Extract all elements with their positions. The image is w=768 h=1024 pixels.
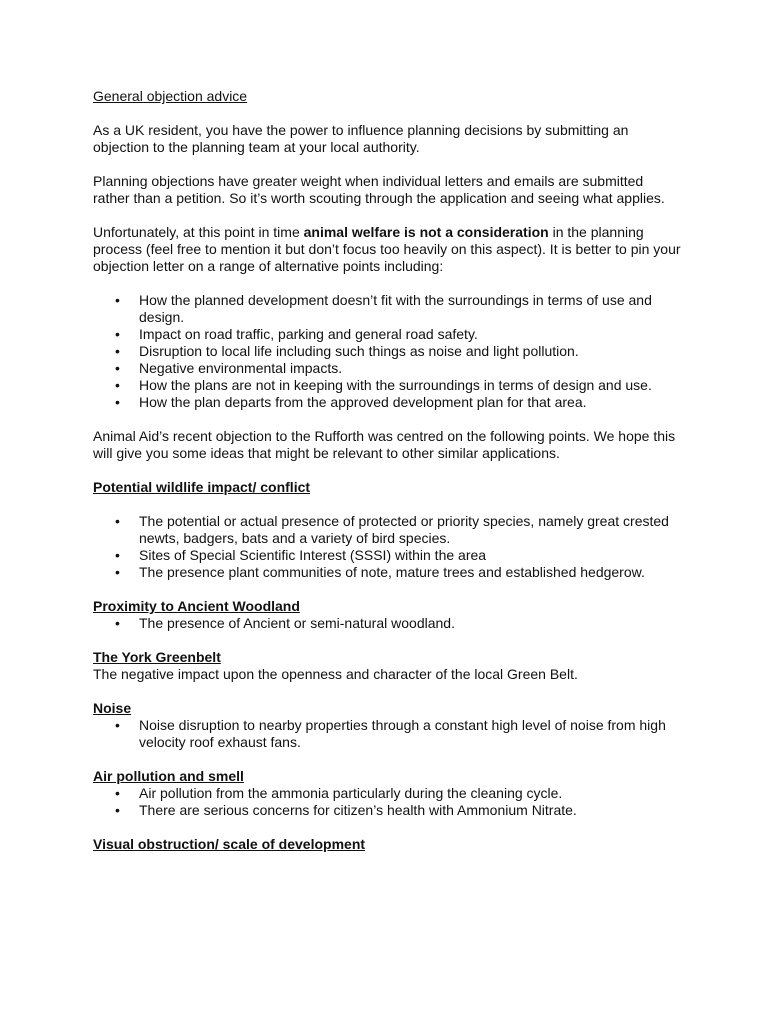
list-item: • Noise disruption to nearby properties through a constant high level of noise from high velocity roof exhaust fans. [93, 717, 683, 751]
woodland-list [93, 615, 683, 632]
woodland-heading: Proximity to Ancient Woodland [93, 598, 300, 614]
visual-heading: Visual obstruction/ scale of development [93, 836, 366, 852]
list-item: • There are serious concerns for citizen’s health with Ammonium Nitrate. [93, 802, 683, 819]
list-item: • Air pollution from the ammonia particularly during the cleaning cycle. [93, 785, 683, 802]
noise-heading: Noise [93, 700, 132, 716]
intro-paragraph-1: As a UK resident, you have the power to influence planning decisions by submitting an objection to the planning team at your local authority. [93, 122, 629, 155]
document-title: General objection advice [93, 88, 248, 104]
list-item: • How the plans are not in keeping with the surroundings in terms of design and use. [93, 377, 683, 394]
wildlife-list [93, 513, 683, 581]
list-item: • How the planned development doesn’t fit with the surroundings in terms of use and design. [93, 292, 683, 326]
list-item: • Impact on road traffic, parking and general road safety. [93, 326, 683, 343]
rufforth-paragraph: Animal Aid’s recent objection to the Rufforth was centred on the following points. We hope this will give you some ideas that might be relevant to other similar applications. [93, 428, 676, 461]
list-item: • The presence of Ancient or semi-natural woodland. [93, 615, 683, 632]
list-item: • Disruption to local life including such things as noise and light pollution. [93, 343, 683, 360]
document-page [93, 88, 683, 853]
objection-points-list [93, 292, 683, 411]
greenbelt-heading: The York Greenbelt [93, 649, 221, 665]
wildlife-heading: Potential wildlife impact/ conflict [93, 479, 311, 495]
intro-3-emphasis: animal welfare is not a consideration [303, 224, 549, 240]
air-heading: Air pollution and smell [93, 768, 244, 784]
intro-paragraph-3 [93, 224, 683, 275]
list-item: • Sites of Special Scientific Interest (SSSI) within the area [93, 547, 683, 564]
intro-3-start: Unfortunately, at this point in time [93, 224, 304, 240]
list-item: • The potential or actual presence of protected or priority species, namely great crested newts, badgers, bats and a variety of bird species. [93, 513, 683, 547]
greenbelt-text: The negative impact upon the openness and character of the local Green Belt. [93, 666, 578, 682]
list-item: • The presence plant communities of note, mature trees and established hedgerow. [93, 564, 683, 581]
air-list [93, 785, 683, 819]
list-item: • Negative environmental impacts. [93, 360, 683, 377]
list-item: • How the plan departs from the approved development plan for that area. [93, 394, 683, 411]
noise-list [93, 717, 683, 751]
intro-paragraph-2: Planning objections have greater weight when individual letters and emails are submitted rather than a petition. So it’s worth scouting through the application and seeing what applies. [93, 173, 665, 206]
intro-3-end: in the planning process (feel free to mention it but don’t focus too heavily on this aspect). It is better to pin your objection letter on a range of alternative points including: [93, 224, 681, 274]
